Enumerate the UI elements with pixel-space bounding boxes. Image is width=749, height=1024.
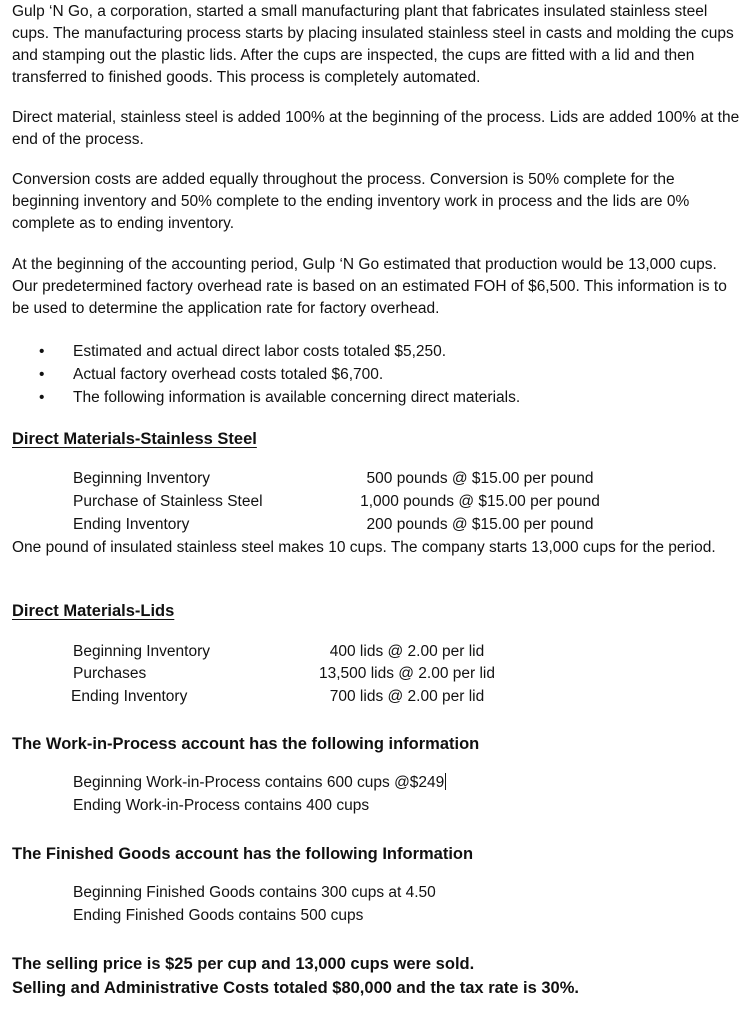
finished-goods-ending-line: Ending Finished Goods contains 500 cups [73, 907, 364, 924]
row-label: Purchases [73, 665, 147, 682]
row-value: 700 lids @ 2.00 per lid [329, 688, 485, 705]
bullet-text: The following information is available concerning direct materials. [73, 389, 521, 406]
overhead-paragraph: At the beginning of the accounting period, Gulp ‘N Go estimated that production would be 13,000 cups. Our predetermined factory overhead rate is based on an estimated FOH of $6,500. This information is to be used to determine the application rate for factory overhead. [12, 256, 727, 317]
wip-ending-line: Ending Work-in-Process contains 400 cups [73, 797, 370, 814]
row-label: Ending Inventory [73, 516, 190, 533]
row-label: Purchase of Stainless Steel [73, 493, 263, 510]
selling-price-line: The selling price is $25 per cup and 13,000 cups were sold. [12, 955, 475, 973]
steel-heading: Direct Materials-Stainless Steel [12, 430, 257, 448]
bullet-list [12, 340, 520, 409]
row-value: 13,500 lids @ 2.00 per lid [318, 665, 495, 682]
bullet-text: Actual factory overhead costs totaled $6,700. [73, 366, 384, 383]
steel-note: One pound of insulated stainless steel makes 10 cups. The company starts 13,000 cups for the period. [12, 539, 716, 556]
direct-material-paragraph: Direct material, stainless steel is added 100% at the beginning of the process. Lids are added 100% at the end of the process. [12, 109, 740, 148]
finished-goods-heading: The Finished Goods account has the following Information [12, 845, 474, 863]
wip-beginning-text: Beginning Work-in-Process contains 600 cups @$249 [73, 774, 445, 791]
row-label: Beginning Inventory [73, 643, 211, 660]
bullet-icon: • [39, 389, 45, 406]
intro-paragraph: Gulp ‘N Go, a corporation, started a small manufacturing plant that fabricates insulated stainless steel cups. The manufacturing process starts by placing insulated stainless steel in casts and molding the cups and stamping out the plastic lids. After the cups are inspected, the cups are fitted with a lid and then transferred to finished goods. This process is completely automated. [12, 3, 734, 86]
finished-goods-beginning-line: Beginning Finished Goods contains 300 cups at 4.50 [73, 884, 436, 901]
row-label: Ending Inventory [71, 688, 188, 705]
lids-heading: Direct Materials-Lids [12, 602, 175, 620]
text-cursor [445, 773, 446, 790]
row-value: 200 pounds @ $15.00 per pound [366, 516, 594, 533]
row-value: 400 lids @ 2.00 per lid [329, 643, 485, 660]
row-label: Beginning Inventory [73, 470, 211, 487]
conversion-paragraph: Conversion costs are added equally throughout the process. Conversion is 50% complete for the beginning inventory and 50% complete to the ending inventory work in process and the lids are 0% complete as to ending inventory. [12, 171, 690, 232]
bullet-icon: • [39, 343, 45, 360]
list-item [12, 386, 520, 409]
row-value: 1,000 pounds @ $15.00 per pound [360, 493, 600, 510]
bullet-icon: • [39, 366, 45, 383]
list-item [12, 340, 520, 363]
row-value: 500 pounds @ $15.00 per pound [366, 470, 594, 487]
list-item [12, 363, 520, 386]
wip-beginning-line [73, 772, 446, 794]
wip-heading: The Work-in-Process account has the following information [12, 735, 480, 753]
bullet-text: Estimated and actual direct labor costs totaled $5,250. [73, 343, 447, 360]
admin-costs-line: Selling and Administrative Costs totaled $80,000 and the tax rate is 30%. [12, 979, 579, 997]
